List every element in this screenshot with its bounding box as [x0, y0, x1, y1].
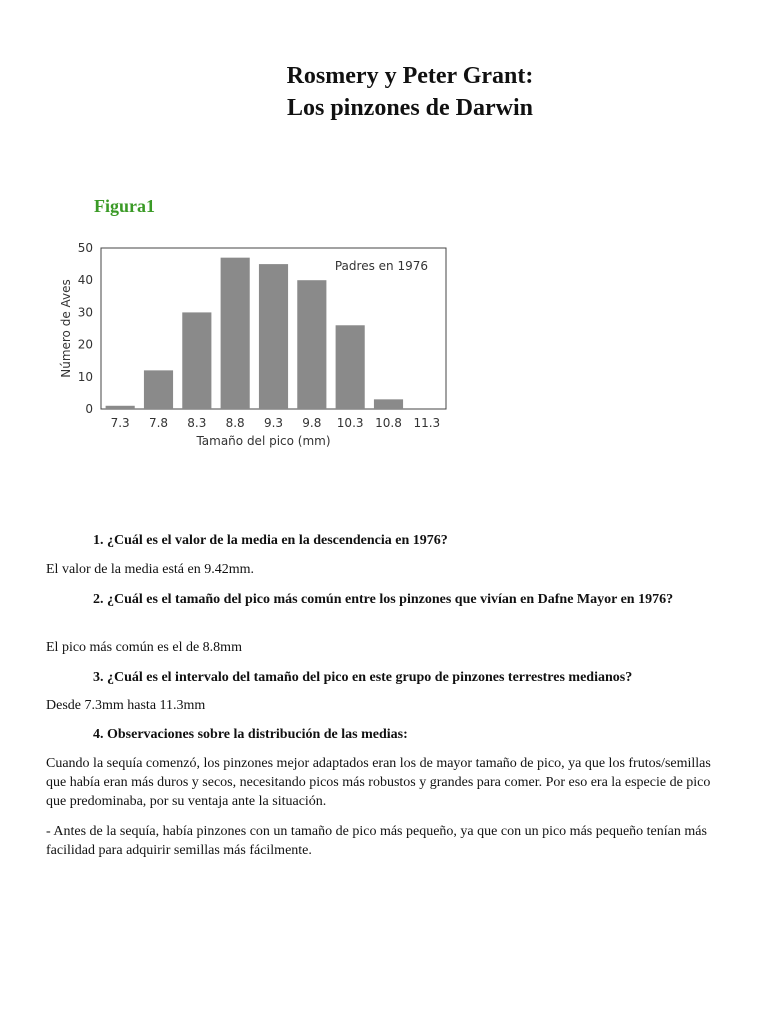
bar-7.3: [106, 406, 135, 409]
x-tick-label: 10.3: [336, 416, 364, 430]
question-4-text: 4. Observaciones sobre la distribución de las medias:: [93, 727, 408, 742]
question-2: [46, 590, 726, 609]
answer-3-text: Desde 7.3mm hasta 11.3mm: [46, 698, 206, 713]
bar-9.8: [297, 280, 326, 409]
answer-4-continued-text: - Antes de la sequía, había pinzones con un tamaño de pico más pequeño, ya que con un pico más pequeño tenían más facilidad para adquirir semillas más fácilmente.: [46, 824, 707, 858]
x-tick-label: 11.3: [413, 416, 441, 430]
title-line-1: Rosmery y Peter Grant:: [286, 63, 534, 89]
y-tick-label: 30: [77, 305, 93, 320]
answer-4: [46, 754, 726, 811]
question-1-text: 1. ¿Cuál es el valor de la media en la descendencia en 1976?: [93, 533, 448, 548]
answer-3: [46, 696, 726, 715]
figure-label: Figura1: [94, 196, 155, 216]
answer-1: [46, 560, 726, 579]
x-tick-label: 8.8: [225, 416, 245, 430]
bar-10.8: [374, 399, 403, 409]
y-tick-label: 0: [85, 402, 93, 416]
x-tick-label: 8.3: [187, 416, 207, 430]
x-tick-label: 7.3: [110, 416, 130, 430]
answer-1-text: El valor de la media está en 9.42mm.: [46, 562, 254, 577]
question-1: [46, 531, 726, 550]
x-tick-label: 9.8: [302, 416, 322, 430]
title-line-2: Los pinzones de Darwin: [286, 95, 534, 121]
bar-9.3: [259, 264, 288, 409]
answer-2: [46, 638, 726, 657]
bar-8.3: [182, 312, 211, 409]
question-2-text: 2. ¿Cuál es el tamaño del pico más común entre los pinzones que vivían en Dafne Mayor en 1976?: [93, 592, 674, 607]
question-3: [46, 668, 726, 687]
chart-legend: Padres en 1976: [334, 259, 428, 273]
question-3-text: 3. ¿Cuál es el intervalo del tamaño del pico en este grupo de pinzones terrestres medianos?: [93, 670, 633, 685]
bar-10.3: [336, 325, 365, 409]
answer-4-text: Cuando la sequía comenzó, los pinzones mejor adaptados eran los de mayor tamaño de pico, ya que los frutos/semillas que había eran más duros y secos, necesitando picos más robustos y grandes para comer. Por eso era la especie de pico que predominaba, por su ventaja ante la situación.: [46, 756, 711, 809]
y-axis-label: Número de Aves: [59, 279, 73, 378]
bar-8.8: [221, 258, 250, 409]
x-tick-label: 7.8: [148, 416, 169, 430]
document-title: [160, 60, 660, 124]
question-4: [46, 725, 726, 744]
bar-7.8: [144, 370, 173, 409]
y-tick-label: 10: [77, 369, 93, 384]
answer-2-text: El pico más común es el de 8.8mm: [46, 640, 242, 655]
x-tick-label: 10.8: [375, 416, 402, 430]
x-axis-label: Tamaño del pico (mm): [196, 434, 331, 448]
beak-size-histogram: [56, 234, 466, 464]
answer-4-continued: [46, 822, 726, 860]
x-tick-label: 9.3: [263, 416, 284, 430]
y-tick-label: 50: [77, 241, 93, 255]
y-tick-label: 20: [77, 337, 93, 352]
y-tick-label: 40: [77, 273, 93, 288]
